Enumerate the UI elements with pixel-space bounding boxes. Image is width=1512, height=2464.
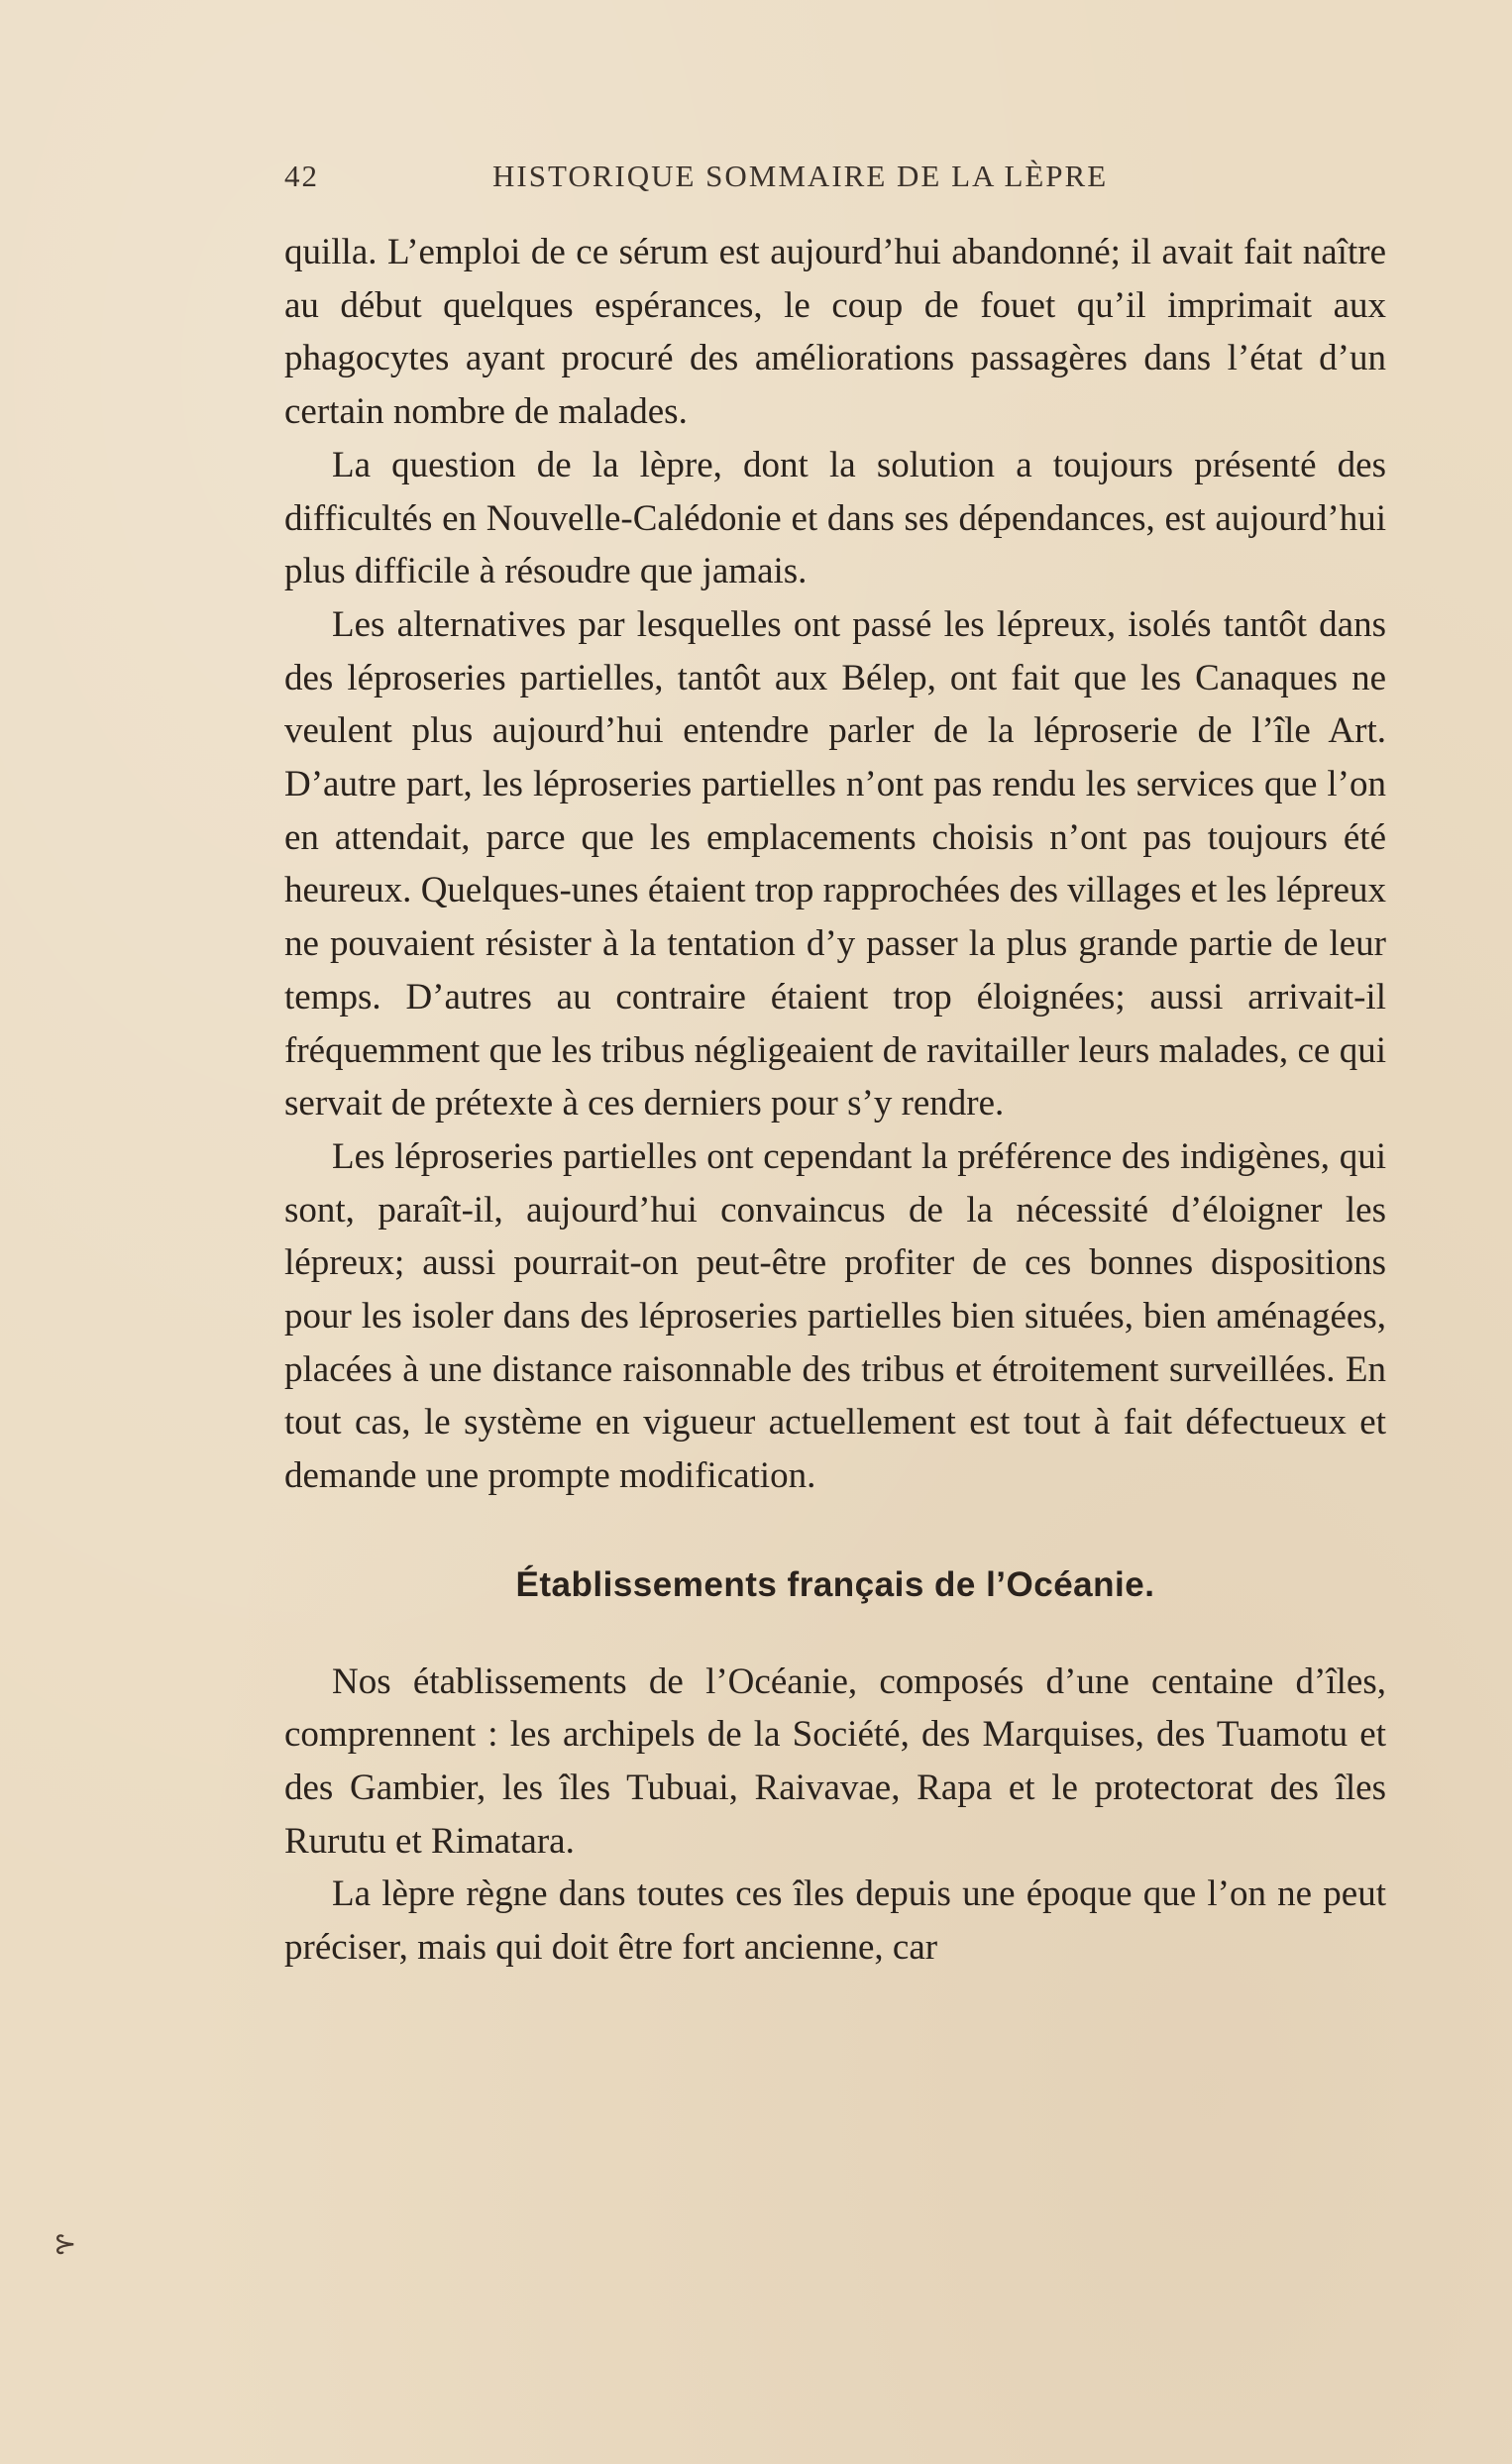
paragraph-continued: quilla. L’emploi de ce sérum est aujourd’hui abandonné; il avait fait naître au début quelques espérances, le coup de fouet qu’il imprimait aux phagocytes ayant procuré des améliorations passagères dans l’état d’un certain nombre de malades. [284, 232, 1386, 433]
paragraph-alternatives: Les alternatives par lesquelles ont passé les lépreux, isolés tantôt dans des léproseries partielles, tantôt aux Bélep, ont fait que les Canaques ne veulent plus aujourd’hui entendre parler de la léproserie de l’île Art. D’autre part, les léproseries partielles n’ont pas rendu les services que l’on en attendait, parce que les emplacements choisis n’ont pas toujours été heureux. Quelques-unes étaient trop rapprochées des villages et les lépreux ne pouvaient résister à la tentation d’y passer la plus grande partie de leur temps. D’autres au contraire étaient trop éloignées; aussi arrivait-il fréquemment que les tribus négligeaient de ravitailler leurs malades, ce qui servait de prétexte à ces derniers pour s’y rendre. [284, 603, 1386, 1125]
running-title: HISTORIQUE SOMMAIRE DE LA LÈPRE [492, 159, 1109, 193]
margin-ornament-icon: ⊱ [54, 2227, 77, 2260]
paragraph-etablissements: Nos établissements de l’Océanie, composés d’une centaine d’îles, comprennent : les archipels de la Société, des Marquises, des Tuamotu et des Gambier, les îles Tubuai, Raivavae, Rapa et le protectorat des îles Rurutu et Rimatara. [284, 1661, 1386, 1862]
body-text [284, 226, 1386, 1975]
paragraph-leproseries: Les léproseries partielles ont cependant la préférence des indigènes, qui sont, paraît-il, aujourd’hui convaincus de la nécessité d’éloigner les lépreux; aussi pourrait-on peut-être profiter de ces bonnes dispositions pour les isoler dans des léproseries partielles bien situées, bien aménagées, placées à une distance raisonnable des tribus et étroitement surveillées. En tout cas, le système en vigueur actuellement est tout à fait défectueux et demande une prompte modification. [284, 1135, 1386, 1497]
paragraph-lepre-regne: La lèpre règne dans toutes ces îles depuis une époque que l’on ne peut préciser, mais qui doit être fort ancienne, car [284, 1874, 1386, 1969]
paragraph-question-lepre: La question de la lèpre, dont la solution a toujours présenté des difficultés en Nouvelle-Calédonie et dans ses dépendances, est aujourd’hui plus difficile à résoudre que jamais. [284, 444, 1386, 592]
page-number: 42 [284, 159, 319, 193]
section-title: Établissements français de l’Océanie. [515, 1564, 1155, 1604]
running-head [284, 159, 1386, 202]
